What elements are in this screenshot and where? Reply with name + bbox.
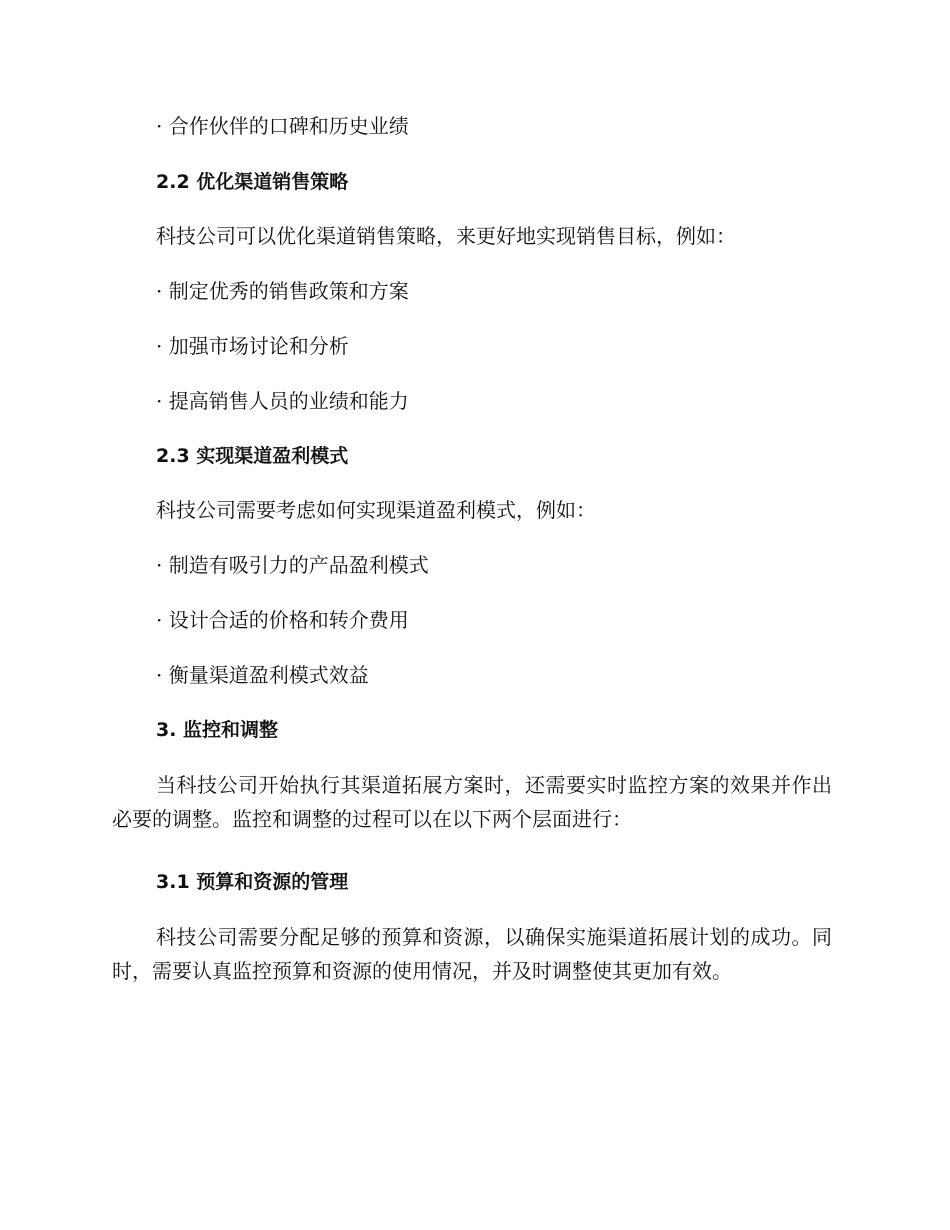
bullet-item: · 合作伙伴的口碑和历史业绩 (156, 114, 409, 138)
bullet-item: · 制造有吸引力的产品盈利模式 (156, 553, 429, 577)
section-heading-2-3: 2.3 实现渠道盈利模式 (156, 445, 349, 467)
paragraph-3-1: 科技公司需要分配足够的预算和资源，以确保实施渠道拓展计划的成功。同时，需要认真监控预算和资源的使用情况，并及时调整使其更加有效。 (112, 925, 832, 983)
section-heading-3: 3. 监控和调整 (156, 719, 279, 741)
bullet-item: · 加强市场讨论和分析 (156, 334, 349, 358)
bullet-item: · 制定优秀的销售政策和方案 (156, 279, 409, 303)
bullet-item: · 衡量渠道盈利模式效益 (156, 663, 369, 687)
section-heading-3-1: 3.1 预算和资源的管理 (156, 871, 349, 893)
bullet-item: · 设计合适的价格和转介费用 (156, 608, 409, 632)
section-heading-2-2: 2.2 优化渠道销售策略 (156, 171, 349, 193)
paragraph-3: 当科技公司开始执行其渠道拓展方案时，还需要实时监控方案的效果并作出必要的调整。监控和调整的过程可以在以下两个层面进行： (112, 773, 832, 831)
bullet-item: · 提高销售人员的业绩和能力 (156, 389, 409, 413)
paragraph-2-3: 科技公司需要考虑如何实现渠道盈利模式，例如： (156, 498, 596, 522)
paragraph-2-2: 科技公司可以优化渠道销售策略，来更好地实现销售目标，例如： (156, 224, 736, 248)
